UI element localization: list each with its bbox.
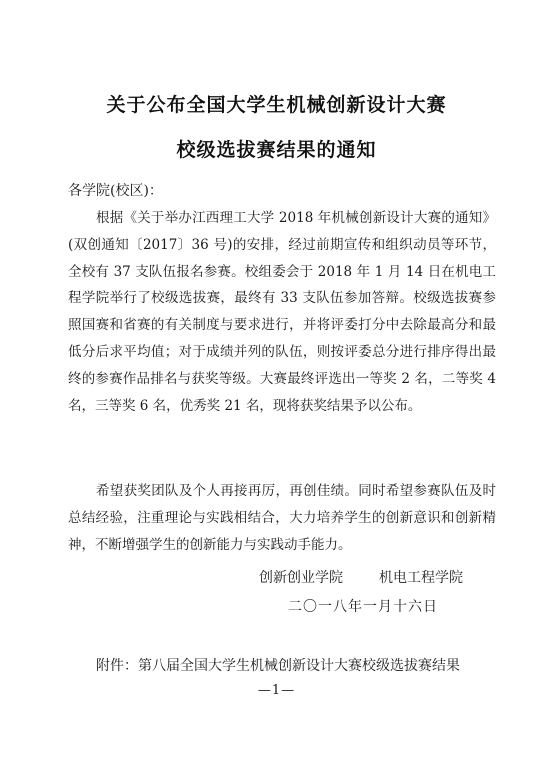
signature-org-1: 创新创业学院 <box>259 570 343 586</box>
salutation: 各学院(校区)： <box>68 183 163 199</box>
document-title-line-2: 校级选拔赛结果的通知 <box>176 139 377 161</box>
signature-block <box>259 567 463 587</box>
document-date: 二〇一八年一月十六日 <box>288 599 438 615</box>
page-number: —1— <box>257 683 296 698</box>
body-paragraph-2: 希望获奖团队及个人再接再厉，再创佳绩。同时希望参赛队伍及时总结经验，注重理论与实践相结合，大力培养学生的创新意识和创新精神，不断增强学生的创新能力与实践动手能力。 <box>68 483 496 553</box>
document-title-line-1: 关于公布全国大学生机械创新设计大赛 <box>106 94 447 116</box>
attachment-note: 附件：第八届全国大学生机械创新设计大赛校级选拔赛结果 <box>96 658 460 674</box>
body-paragraph-1: 根据《关于举办江西理工大学 2018 年机械创新设计大赛的通知》(双创通知〔2017〕36 号)的安排，经过前期宣传和组织动员等环节，全校有 37 支队伍报名参赛。校组委会于 2018 年 1 月 14 日在机电工程学院举行了校级选拔赛，最终有 33 支队伍参加答辩。校级选拔赛参照国赛和省赛的有关制度与要求进行，并将评委打分中去除最高分和最低分后求平均值；对于成绩并列的队伍，则按评委总分进行排序得出最终的参赛作品排名与获奖等级。大赛最终评选出一等奖 2 名，二等奖 4 名，三等奖 6 名，优秀奖 21 名，现将获奖结果予以公布。 <box>68 210 496 414</box>
signature-org-2: 机电工程学院 <box>379 570 463 586</box>
